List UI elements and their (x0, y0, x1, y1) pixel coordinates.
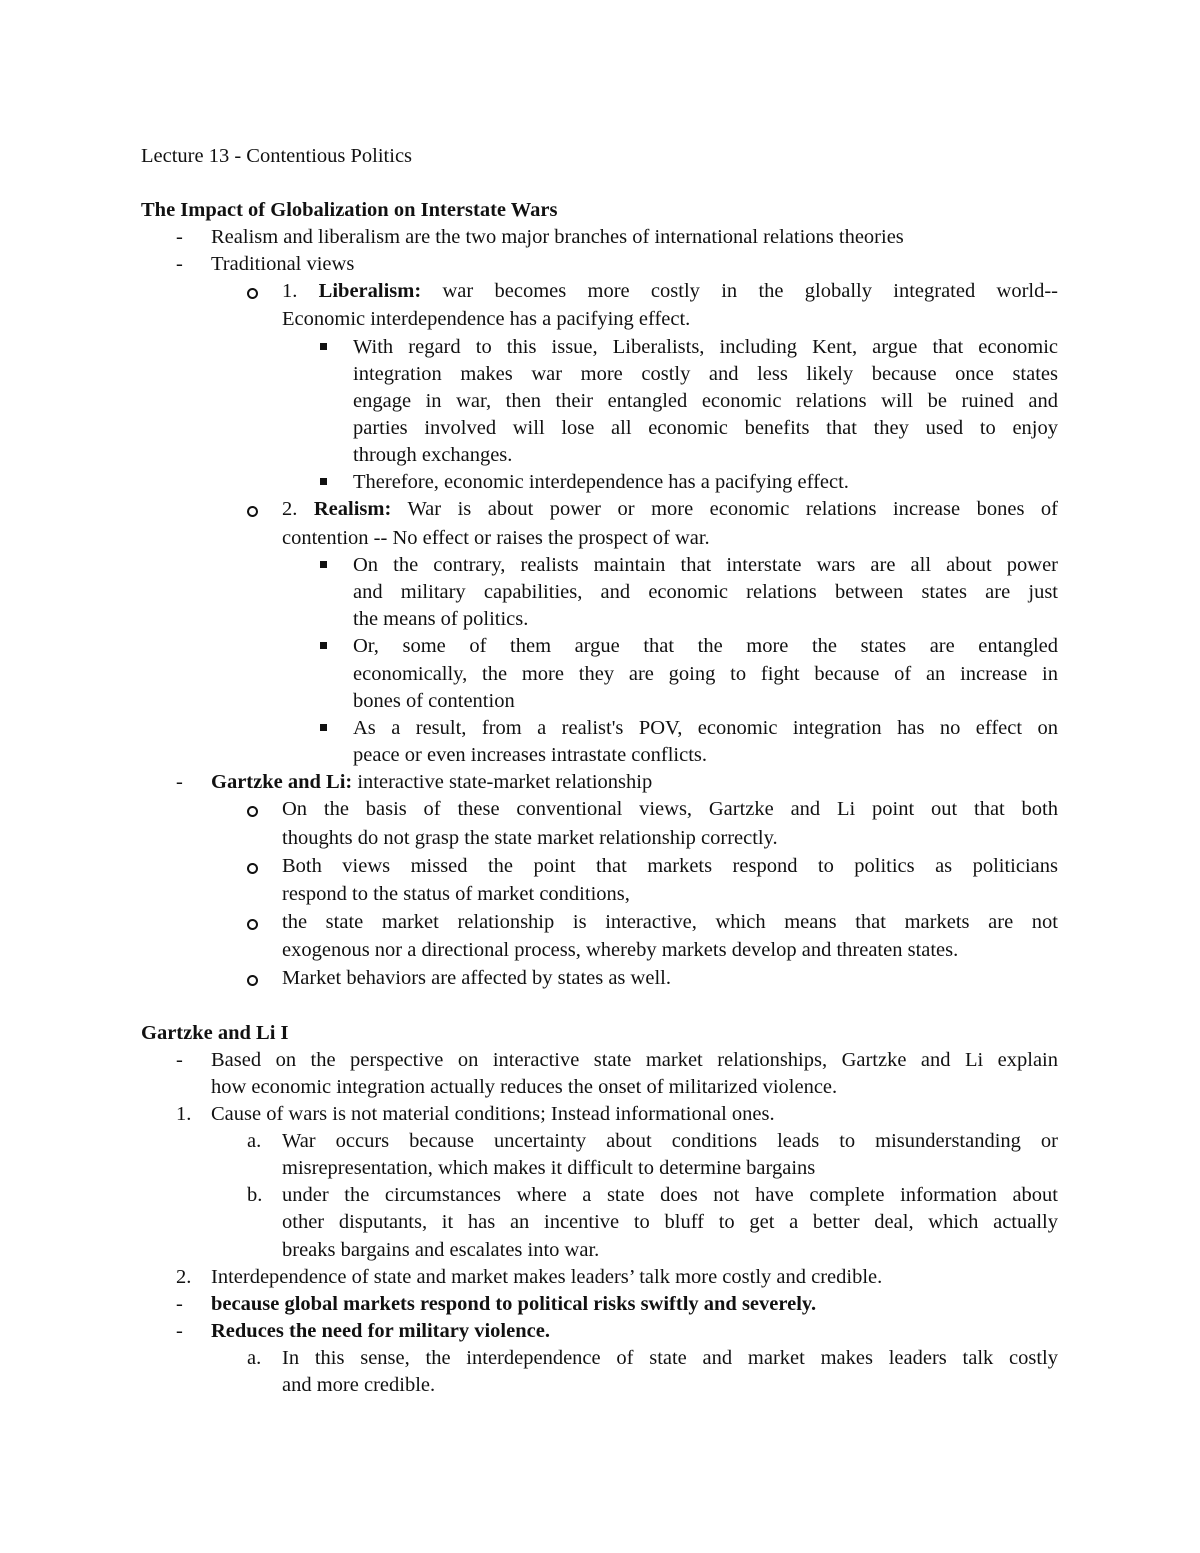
numbered-line (0, 1264, 1200, 1291)
lettered-line (0, 1128, 1200, 1155)
section-heading: The Impact of Globalization on Interstate Wars (141, 199, 558, 221)
circle-bullet-icon (247, 975, 258, 986)
text: economically, the more they are going to fight because of an increase in (353, 663, 1058, 685)
bullet-line (0, 769, 1200, 796)
circle-bullet-icon (247, 288, 258, 299)
text: breaks bargains and escalates into war. (282, 1239, 600, 1261)
text: Economic interdependence has a pacifying effect. (282, 308, 691, 330)
list-number: 1. (176, 1103, 192, 1125)
lecture-title-line (0, 143, 1200, 170)
lettered-line (0, 1345, 1200, 1372)
circle-bullet-line (0, 965, 1200, 992)
text: War occurs because uncertainty about conditions leads to misunderstanding or (282, 1130, 1058, 1152)
text: contention -- No effect or raises the prospect of war. (282, 527, 710, 549)
text-line (0, 937, 1200, 964)
text: because global markets respond to political risks swiftly and severely. (211, 1293, 817, 1315)
bullet-line (0, 1291, 1200, 1318)
text-line (0, 742, 1200, 769)
square-bullet-icon (320, 642, 327, 649)
text: exogenous nor a directional process, whereby markets develop and threaten states. (282, 939, 959, 961)
circle-bullet-icon (247, 863, 258, 874)
text-line (0, 688, 1200, 715)
text: bones of contention (353, 690, 515, 712)
section-heading: Gartzke and Li I (141, 1022, 289, 1044)
dash-bullet-icon: - (176, 1049, 183, 1071)
square-bullet-icon (320, 478, 327, 485)
dash-bullet-icon: - (176, 226, 183, 248)
text-line (0, 1372, 1200, 1399)
text: Both views missed the point that markets respond to politics as politicians (282, 855, 1058, 877)
text-line (0, 1209, 1200, 1236)
list-letter: a. (247, 1347, 262, 1369)
square-bullet-icon (320, 724, 327, 731)
text-line (0, 579, 1200, 606)
text: On the contrary, realists maintain that interstate wars are all about power (353, 554, 1058, 576)
text: the means of politics. (353, 608, 529, 630)
text: As a result, from a realist's POV, economic integration has no effect on (353, 717, 1058, 739)
text: With regard to this issue, Liberalists, including Kent, argue that economic (353, 336, 1058, 358)
square-bullet-line (0, 552, 1200, 579)
text-line (0, 1155, 1200, 1182)
lecture-title: Lecture 13 - Contentious Politics (141, 145, 413, 167)
circle-bullet-line (0, 909, 1200, 936)
list-letter: a. (247, 1130, 262, 1152)
realism-line (0, 496, 1200, 523)
text: misrepresentation, which makes it difficult to determine bargains (282, 1157, 816, 1179)
circle-bullet-icon (247, 506, 258, 517)
square-bullet-line (0, 469, 1200, 496)
square-bullet-line (0, 715, 1200, 742)
section1-heading-line (0, 197, 1200, 224)
circle-bullet-line (0, 796, 1200, 823)
text: Or, some of them argue that the more the states are entangled (353, 635, 1058, 657)
text: under the circumstances where a state does not have complete information about (282, 1184, 1058, 1206)
text: and military capabilities, and economic relations between states are just (353, 581, 1058, 603)
bullet-line (0, 224, 1200, 251)
circle-bullet-line (0, 853, 1200, 880)
list-number: 2. (176, 1266, 192, 1288)
text-line (0, 442, 1200, 469)
text: Interdependence of state and market makes leaders’ talk more costly and credible. (211, 1266, 883, 1288)
text: respond to the status of market conditions, (282, 883, 630, 905)
text: peace or even increases intrastate conflicts. (353, 744, 708, 766)
section2-heading-line (0, 1020, 1200, 1047)
text-line (0, 415, 1200, 442)
bullet-line (0, 251, 1200, 278)
text: other disputants, it has an incentive to bluff to get a better deal, which actually (282, 1211, 1058, 1233)
dash-bullet-icon: - (176, 771, 183, 793)
circle-bullet-icon (247, 919, 258, 930)
liberalism-text: 1. Liberalism: war becomes more costly in the globally integrated world-- (282, 280, 1058, 302)
text: Market behaviors are affected by states as well. (282, 967, 671, 989)
text: parties involved will lose all economic benefits that they used to enjoy (353, 417, 1058, 439)
circle-bullet-icon (247, 806, 258, 817)
text: and more credible. (282, 1374, 436, 1396)
text: Reduces the need for military violence. (211, 1320, 550, 1342)
bullet-text: Traditional views (211, 253, 355, 275)
text: engage in war, then their entangled economic relations will be ruined and (353, 390, 1058, 412)
text: In this sense, the interdependence of state and market makes leaders talk costly (282, 1347, 1058, 1369)
list-letter: b. (247, 1184, 263, 1206)
text-line (0, 1074, 1200, 1101)
text-line (0, 606, 1200, 633)
realism-text: 2. Realism: War is about power or more economic relations increase bones of (282, 498, 1058, 520)
square-bullet-icon (320, 343, 327, 350)
text-line (0, 881, 1200, 908)
text: Cause of wars is not material conditions; Instead informational ones. (211, 1103, 775, 1125)
text-line (0, 388, 1200, 415)
text: the state market relationship is interactive, which means that markets are not (282, 911, 1058, 933)
text: integration makes war more costly and less likely because once states (353, 363, 1058, 385)
text: how economic integration actually reduces the onset of militarized violence. (211, 1076, 838, 1098)
gartzke-li-text: Gartzke and Li: interactive state-market relationship (211, 771, 653, 793)
dash-bullet-icon: - (176, 1293, 183, 1315)
square-bullet-line (0, 334, 1200, 361)
dash-bullet-icon: - (176, 1320, 183, 1342)
text: Based on the perspective on interactive state market relationships, Gartzke and Li explain (211, 1049, 1058, 1071)
liberalism-line (0, 278, 1200, 305)
square-bullet-line (0, 633, 1200, 660)
dash-bullet-icon: - (176, 253, 183, 275)
bullet-text: Realism and liberalism are the two major branches of international relations theories (211, 226, 904, 248)
square-bullet-icon (320, 561, 327, 568)
text: through exchanges. (353, 444, 513, 466)
lettered-line (0, 1182, 1200, 1209)
bullet-line (0, 1318, 1200, 1345)
text-line (0, 825, 1200, 852)
numbered-line (0, 1101, 1200, 1128)
text: On the basis of these conventional views, Gartzke and Li point out that both (282, 798, 1058, 820)
text-line (0, 361, 1200, 388)
text-line (0, 525, 1200, 552)
text-line (0, 1237, 1200, 1264)
text: Therefore, economic interdependence has a pacifying effect. (353, 471, 849, 493)
text-line (0, 661, 1200, 688)
text: thoughts do not grasp the state market relationship correctly. (282, 827, 778, 849)
bullet-line (0, 1047, 1200, 1074)
text-line (0, 306, 1200, 333)
